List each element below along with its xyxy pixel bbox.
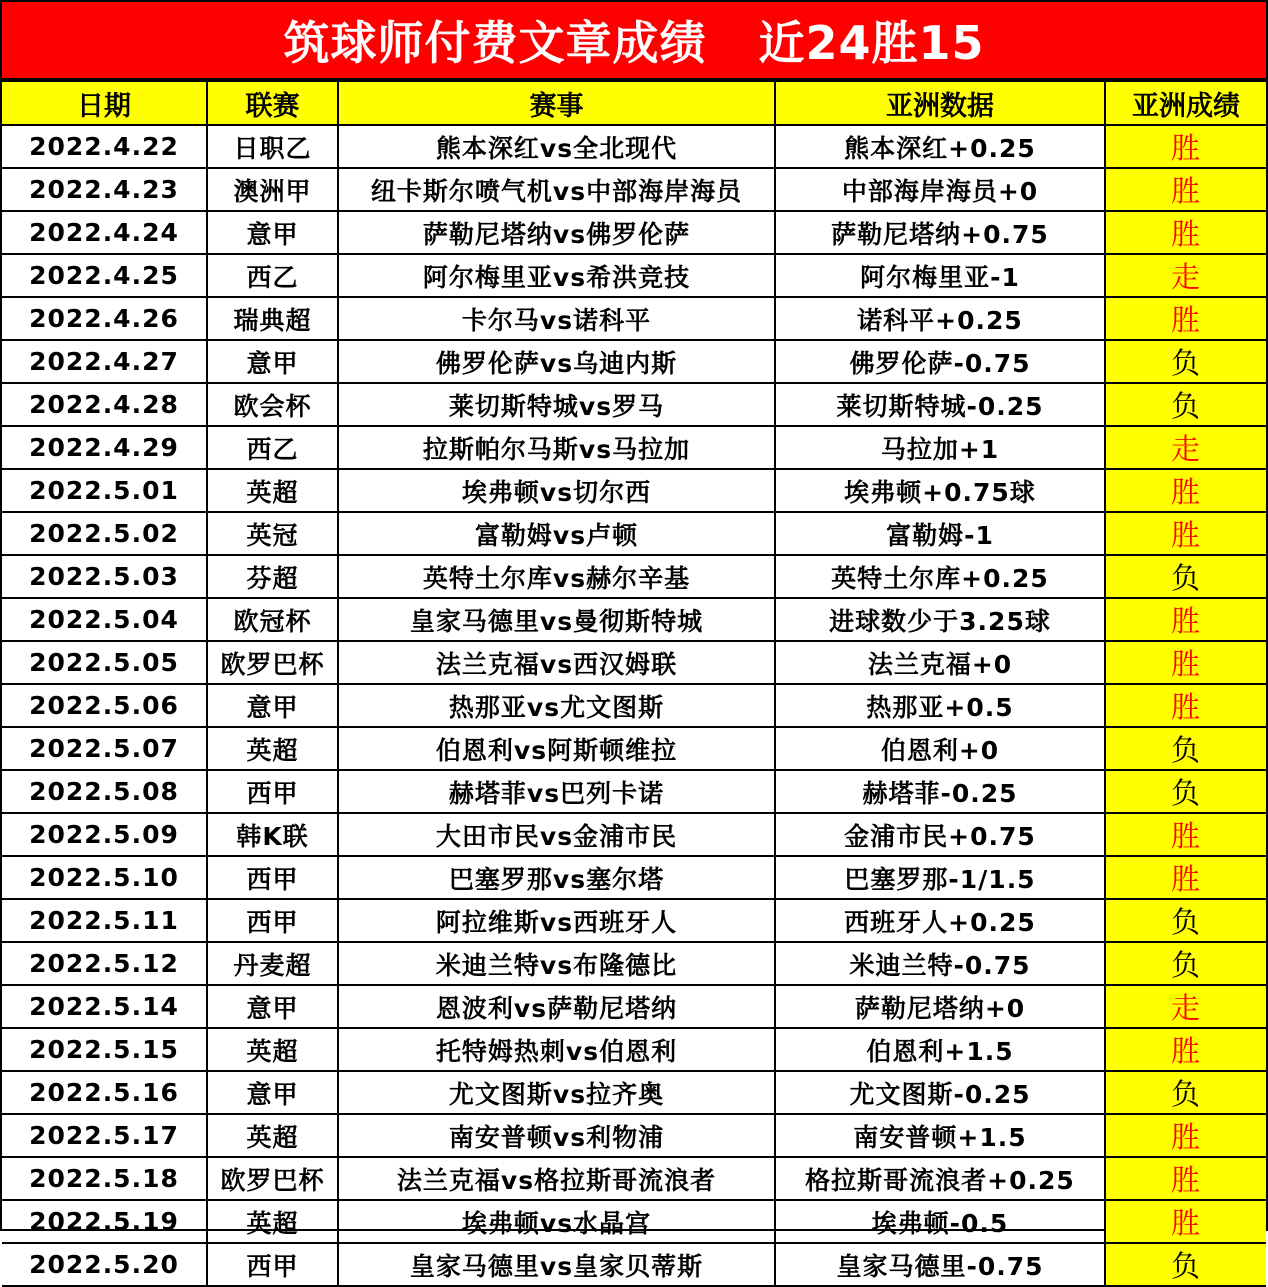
cell-date: 2022.4.26 xyxy=(2,297,207,340)
cell-date: 2022.5.19 xyxy=(2,1200,207,1243)
cell-match: 伯恩利vs阿斯顿维拉 xyxy=(338,727,775,770)
table-header xyxy=(2,81,1266,125)
cell-league: 西甲 xyxy=(207,1243,338,1286)
cell-result: 胜 xyxy=(1105,125,1266,168)
cell-date: 2022.5.03 xyxy=(2,555,207,598)
cell-league: 欧冠杯 xyxy=(207,598,338,641)
table-row xyxy=(2,340,1266,383)
cell-result: 胜 xyxy=(1105,211,1266,254)
table-row xyxy=(2,1243,1266,1286)
cell-result: 胜 xyxy=(1105,684,1266,727)
cell-asian-data: 佛罗伦萨-0.75 xyxy=(775,340,1105,383)
cell-asian-data: 西班牙人+0.25 xyxy=(775,899,1105,942)
cell-league: 英超 xyxy=(207,469,338,512)
cell-match: 埃弗顿vs切尔西 xyxy=(338,469,775,512)
cell-league: 欧罗巴杯 xyxy=(207,1157,338,1200)
cell-date: 2022.5.06 xyxy=(2,684,207,727)
cell-league: 意甲 xyxy=(207,340,338,383)
cell-match: 托特姆热刺vs伯恩利 xyxy=(338,1028,775,1071)
table-row xyxy=(2,1114,1266,1157)
cell-date: 2022.5.10 xyxy=(2,856,207,899)
cell-asian-data: 伯恩利+1.5 xyxy=(775,1028,1105,1071)
cell-match: 萨勒尼塔纳vs佛罗伦萨 xyxy=(338,211,775,254)
cell-date: 2022.5.05 xyxy=(2,641,207,684)
cell-asian-data: 萨勒尼塔纳+0.75 xyxy=(775,211,1105,254)
cell-league: 英超 xyxy=(207,1114,338,1157)
cell-match: 英特土尔库vs赫尔辛基 xyxy=(338,555,775,598)
cell-result: 胜 xyxy=(1105,856,1266,899)
cell-asian-data: 皇家马德里-0.75 xyxy=(775,1243,1105,1286)
cell-asian-data: 金浦市民+0.75 xyxy=(775,813,1105,856)
cell-asian-data: 富勒姆-1 xyxy=(775,512,1105,555)
cell-asian-data: 诺科平+0.25 xyxy=(775,297,1105,340)
cell-match: 富勒姆vs卢顿 xyxy=(338,512,775,555)
cell-result: 胜 xyxy=(1105,813,1266,856)
cell-match: 阿拉维斯vs西班牙人 xyxy=(338,899,775,942)
cell-league: 英冠 xyxy=(207,512,338,555)
table-row xyxy=(2,125,1266,168)
cell-date: 2022.5.08 xyxy=(2,770,207,813)
cell-result: 负 xyxy=(1105,899,1266,942)
table-row xyxy=(2,1071,1266,1114)
cell-date: 2022.5.01 xyxy=(2,469,207,512)
table-row xyxy=(2,899,1266,942)
cell-date: 2022.4.24 xyxy=(2,211,207,254)
cell-date: 2022.5.02 xyxy=(2,512,207,555)
cell-match: 阿尔梅里亚vs希洪竞技 xyxy=(338,254,775,297)
table-row xyxy=(2,383,1266,426)
cell-result: 负 xyxy=(1105,1243,1266,1286)
cell-match: 南安普顿vs利物浦 xyxy=(338,1114,775,1157)
cell-league: 西甲 xyxy=(207,770,338,813)
cell-date: 2022.5.04 xyxy=(2,598,207,641)
cell-asian-data: 米迪兰特-0.75 xyxy=(775,942,1105,985)
cell-asian-data: 马拉加+1 xyxy=(775,426,1105,469)
cell-match: 莱切斯特城vs罗马 xyxy=(338,383,775,426)
cell-match: 热那亚vs尤文图斯 xyxy=(338,684,775,727)
table-row xyxy=(2,1157,1266,1200)
header-match: 赛事 xyxy=(338,81,775,125)
cell-league: 英超 xyxy=(207,727,338,770)
cell-league: 瑞典超 xyxy=(207,297,338,340)
cell-result: 走 xyxy=(1105,426,1266,469)
cell-result: 胜 xyxy=(1105,297,1266,340)
cell-match: 恩波利vs萨勒尼塔纳 xyxy=(338,985,775,1028)
page-title: 筑球师付费文章成绩 xyxy=(283,16,707,70)
table-row xyxy=(2,856,1266,899)
table-row xyxy=(2,985,1266,1028)
cell-result: 负 xyxy=(1105,555,1266,598)
cell-result: 胜 xyxy=(1105,512,1266,555)
cell-league: 意甲 xyxy=(207,1071,338,1114)
cell-date: 2022.4.23 xyxy=(2,168,207,211)
cell-date: 2022.5.09 xyxy=(2,813,207,856)
table-row xyxy=(2,684,1266,727)
table-row xyxy=(2,426,1266,469)
cell-league: 西甲 xyxy=(207,899,338,942)
cell-match: 赫塔菲vs巴列卡诺 xyxy=(338,770,775,813)
table-row xyxy=(2,598,1266,641)
cell-asian-data: 埃弗顿+0.75球 xyxy=(775,469,1105,512)
cell-asian-data: 巴塞罗那-1/1.5 xyxy=(775,856,1105,899)
table-row xyxy=(2,555,1266,598)
cell-match: 皇家马德里vs曼彻斯特城 xyxy=(338,598,775,641)
title-banner xyxy=(2,2,1266,80)
cell-result: 胜 xyxy=(1105,1157,1266,1200)
cell-asian-data: 阿尔梅里亚-1 xyxy=(775,254,1105,297)
table-row xyxy=(2,469,1266,512)
cell-match: 尤文图斯vs拉齐奥 xyxy=(338,1071,775,1114)
cell-match: 米迪兰特vs布隆德比 xyxy=(338,942,775,985)
cell-result: 胜 xyxy=(1105,1200,1266,1243)
cell-result: 胜 xyxy=(1105,168,1266,211)
table-row xyxy=(2,1200,1266,1243)
cell-date: 2022.5.18 xyxy=(2,1157,207,1200)
cell-asian-data: 赫塔菲-0.25 xyxy=(775,770,1105,813)
cell-date: 2022.5.20 xyxy=(2,1243,207,1286)
table-body xyxy=(2,125,1266,1286)
cell-league: 澳洲甲 xyxy=(207,168,338,211)
cell-result: 胜 xyxy=(1105,641,1266,684)
cell-match: 卡尔马vs诺科平 xyxy=(338,297,775,340)
cell-asian-data: 进球数少于3.25球 xyxy=(775,598,1105,641)
cell-league: 西甲 xyxy=(207,856,338,899)
cell-league: 英超 xyxy=(207,1200,338,1243)
cell-asian-data: 热那亚+0.5 xyxy=(775,684,1105,727)
cell-result: 走 xyxy=(1105,254,1266,297)
cell-result: 走 xyxy=(1105,985,1266,1028)
cell-match: 法兰克福vs西汉姆联 xyxy=(338,641,775,684)
cell-league: 欧罗巴杯 xyxy=(207,641,338,684)
cell-result: 胜 xyxy=(1105,1028,1266,1071)
cell-asian-data: 莱切斯特城-0.25 xyxy=(775,383,1105,426)
cell-date: 2022.5.15 xyxy=(2,1028,207,1071)
cell-asian-data: 法兰克福+0 xyxy=(775,641,1105,684)
table-row xyxy=(2,297,1266,340)
cell-asian-data: 熊本深红+0.25 xyxy=(775,125,1105,168)
cell-match: 法兰克福vs格拉斯哥流浪者 xyxy=(338,1157,775,1200)
table-row xyxy=(2,727,1266,770)
table-row xyxy=(2,641,1266,684)
cell-result: 胜 xyxy=(1105,469,1266,512)
table-row xyxy=(2,168,1266,211)
header-date: 日期 xyxy=(2,81,207,125)
table-row xyxy=(2,211,1266,254)
cell-match: 纽卡斯尔喷气机vs中部海岸海员 xyxy=(338,168,775,211)
cell-league: 意甲 xyxy=(207,684,338,727)
cell-asian-data: 英特土尔库+0.25 xyxy=(775,555,1105,598)
cell-date: 2022.5.14 xyxy=(2,985,207,1028)
cell-league: 西乙 xyxy=(207,426,338,469)
cell-date: 2022.5.11 xyxy=(2,899,207,942)
table-row xyxy=(2,813,1266,856)
cell-date: 2022.4.29 xyxy=(2,426,207,469)
cell-date: 2022.5.16 xyxy=(2,1071,207,1114)
cell-result: 负 xyxy=(1105,1071,1266,1114)
cell-asian-data: 伯恩利+0 xyxy=(775,727,1105,770)
cell-asian-data: 格拉斯哥流浪者+0.25 xyxy=(775,1157,1105,1200)
cell-match: 皇家马德里vs皇家贝蒂斯 xyxy=(338,1243,775,1286)
cell-match: 拉斯帕尔马斯vs马拉加 xyxy=(338,426,775,469)
cell-date: 2022.4.28 xyxy=(2,383,207,426)
cell-asian-data: 尤文图斯-0.25 xyxy=(775,1071,1105,1114)
cell-match: 熊本深红vs全北现代 xyxy=(338,125,775,168)
cell-result: 负 xyxy=(1105,727,1266,770)
cell-result: 胜 xyxy=(1105,598,1266,641)
cell-league: 丹麦超 xyxy=(207,942,338,985)
cell-date: 2022.5.12 xyxy=(2,942,207,985)
table-row xyxy=(2,1028,1266,1071)
header-league: 联赛 xyxy=(207,81,338,125)
cell-result: 负 xyxy=(1105,383,1266,426)
cell-match: 佛罗伦萨vs乌迪内斯 xyxy=(338,340,775,383)
cell-asian-data: 南安普顿+1.5 xyxy=(775,1114,1105,1157)
cell-league: 英超 xyxy=(207,1028,338,1071)
cell-date: 2022.4.25 xyxy=(2,254,207,297)
results-table xyxy=(2,80,1266,1287)
header-row xyxy=(2,81,1266,125)
cell-match: 埃弗顿vs水晶宫 xyxy=(338,1200,775,1243)
cell-asian-data: 中部海岸海员+0 xyxy=(775,168,1105,211)
cell-league: 欧会杯 xyxy=(207,383,338,426)
cell-league: 日职乙 xyxy=(207,125,338,168)
cell-result: 胜 xyxy=(1105,1114,1266,1157)
cell-date: 2022.5.17 xyxy=(2,1114,207,1157)
cell-asian-data: 萨勒尼塔纳+0 xyxy=(775,985,1105,1028)
table-row xyxy=(2,254,1266,297)
cell-date: 2022.4.22 xyxy=(2,125,207,168)
table-row xyxy=(2,770,1266,813)
table-row xyxy=(2,942,1266,985)
cell-league: 芬超 xyxy=(207,555,338,598)
cell-league: 西乙 xyxy=(207,254,338,297)
table-row xyxy=(2,512,1266,555)
cell-date: 2022.5.07 xyxy=(2,727,207,770)
cell-asian-data: 埃弗顿-0.5 xyxy=(775,1200,1105,1243)
cell-result: 负 xyxy=(1105,942,1266,985)
cell-league: 意甲 xyxy=(207,211,338,254)
cell-match: 大田市民vs金浦市民 xyxy=(338,813,775,856)
cell-date: 2022.4.27 xyxy=(2,340,207,383)
cell-result: 负 xyxy=(1105,340,1266,383)
header-asian-result: 亚洲成绩 xyxy=(1105,81,1266,125)
cell-match: 巴塞罗那vs塞尔塔 xyxy=(338,856,775,899)
cell-result: 负 xyxy=(1105,770,1266,813)
cell-league: 意甲 xyxy=(207,985,338,1028)
cell-league: 韩K联 xyxy=(207,813,338,856)
record-summary: 近24胜15 xyxy=(758,16,985,70)
header-asian-data: 亚洲数据 xyxy=(775,81,1105,125)
